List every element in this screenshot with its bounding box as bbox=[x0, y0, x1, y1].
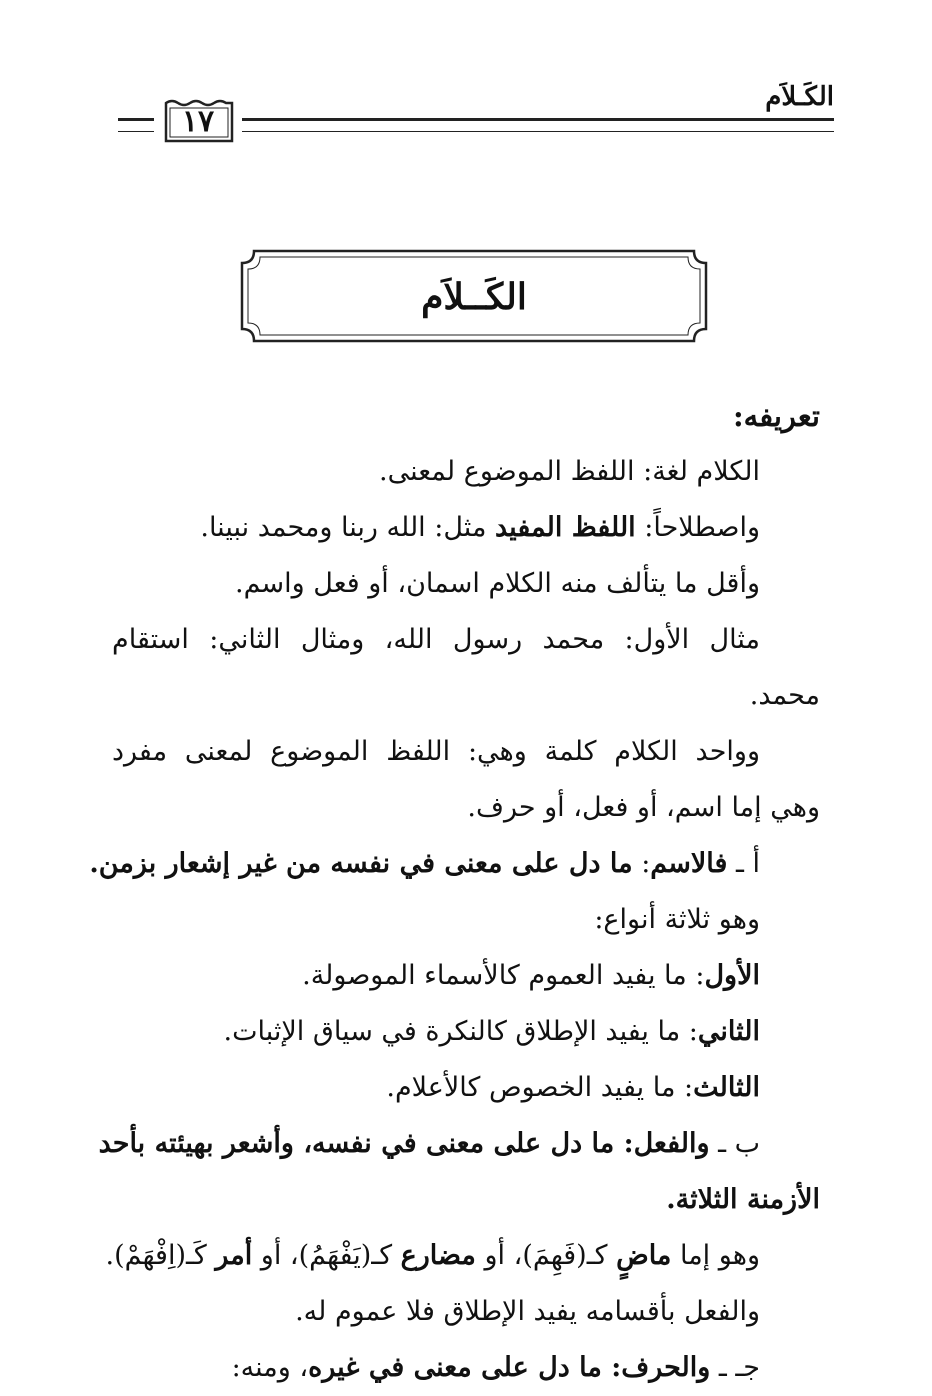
paragraph-line: وواحد الكلام كلمة وهي: اللفظ الموضوع لمعنى مفرد bbox=[112, 736, 760, 767]
section-heading: تعريفه: bbox=[732, 399, 820, 433]
definition-verb-cont: الأزمنة الثلاثة. bbox=[666, 1184, 820, 1215]
paragraph-line: وهو ثلاثة أنواع: bbox=[594, 904, 760, 935]
paragraph-line: واصطلاحاً: اللفظ المفيد مثل: الله ربنا ومحمد نبينا. bbox=[200, 512, 760, 543]
definition-particle: جـ ـ والحرف: ما دل على معنى في غيره، ومنه: bbox=[231, 1352, 760, 1383]
paragraph-line: وأقل ما يتألف منه الكلام اسمان، أو فعل واسم. bbox=[235, 568, 760, 599]
noun-type-second: الثاني: ما يفيد الإطلاق كالنكرة في سياق الإثبات. bbox=[223, 1016, 760, 1047]
noun-type-third: الثالث: ما يفيد الخصوص كالأعلام. bbox=[386, 1072, 760, 1103]
running-title: الكَـلاَم bbox=[765, 82, 834, 112]
header-rule-left bbox=[118, 118, 154, 132]
definition-noun: أ ـ فالاسم: ما دل على معنى في نفسه من غير إشعار بزمن. bbox=[89, 848, 760, 879]
body-text bbox=[89, 388, 820, 1396]
noun-type-first: الأول: ما يفيد العموم كالأسماء الموصولة. bbox=[302, 960, 760, 991]
paragraph-line: الكلام لغة: اللفظ الموضوع لمعنى. bbox=[379, 456, 760, 487]
paragraph-line: مثال الأول: محمد رسول الله، ومثال الثاني: استقام bbox=[112, 624, 760, 655]
paragraph-line: والفعل بأقسامه يفيد الإطلاق فلا عموم له. bbox=[295, 1296, 760, 1327]
verb-types: وهو إما ماضٍ كـ(فَهِمَ)، أو مضارع كـ(يَفْهَمُ)، أو أمر كَـ(اِفْهَمْ). bbox=[105, 1240, 760, 1271]
header-rule bbox=[242, 118, 834, 132]
page-number: ١٧ bbox=[181, 104, 215, 139]
paragraph-line: وهي إما اسم، أو فعل، أو حرف. bbox=[467, 792, 820, 823]
chapter-title: الكَــلاَم bbox=[421, 276, 527, 318]
definition-verb: ب ـ والفعل: ما دل على معنى في نفسه، وأشعر بهيئته بأحد bbox=[98, 1128, 760, 1159]
paragraph-line: محمد. bbox=[749, 680, 820, 711]
